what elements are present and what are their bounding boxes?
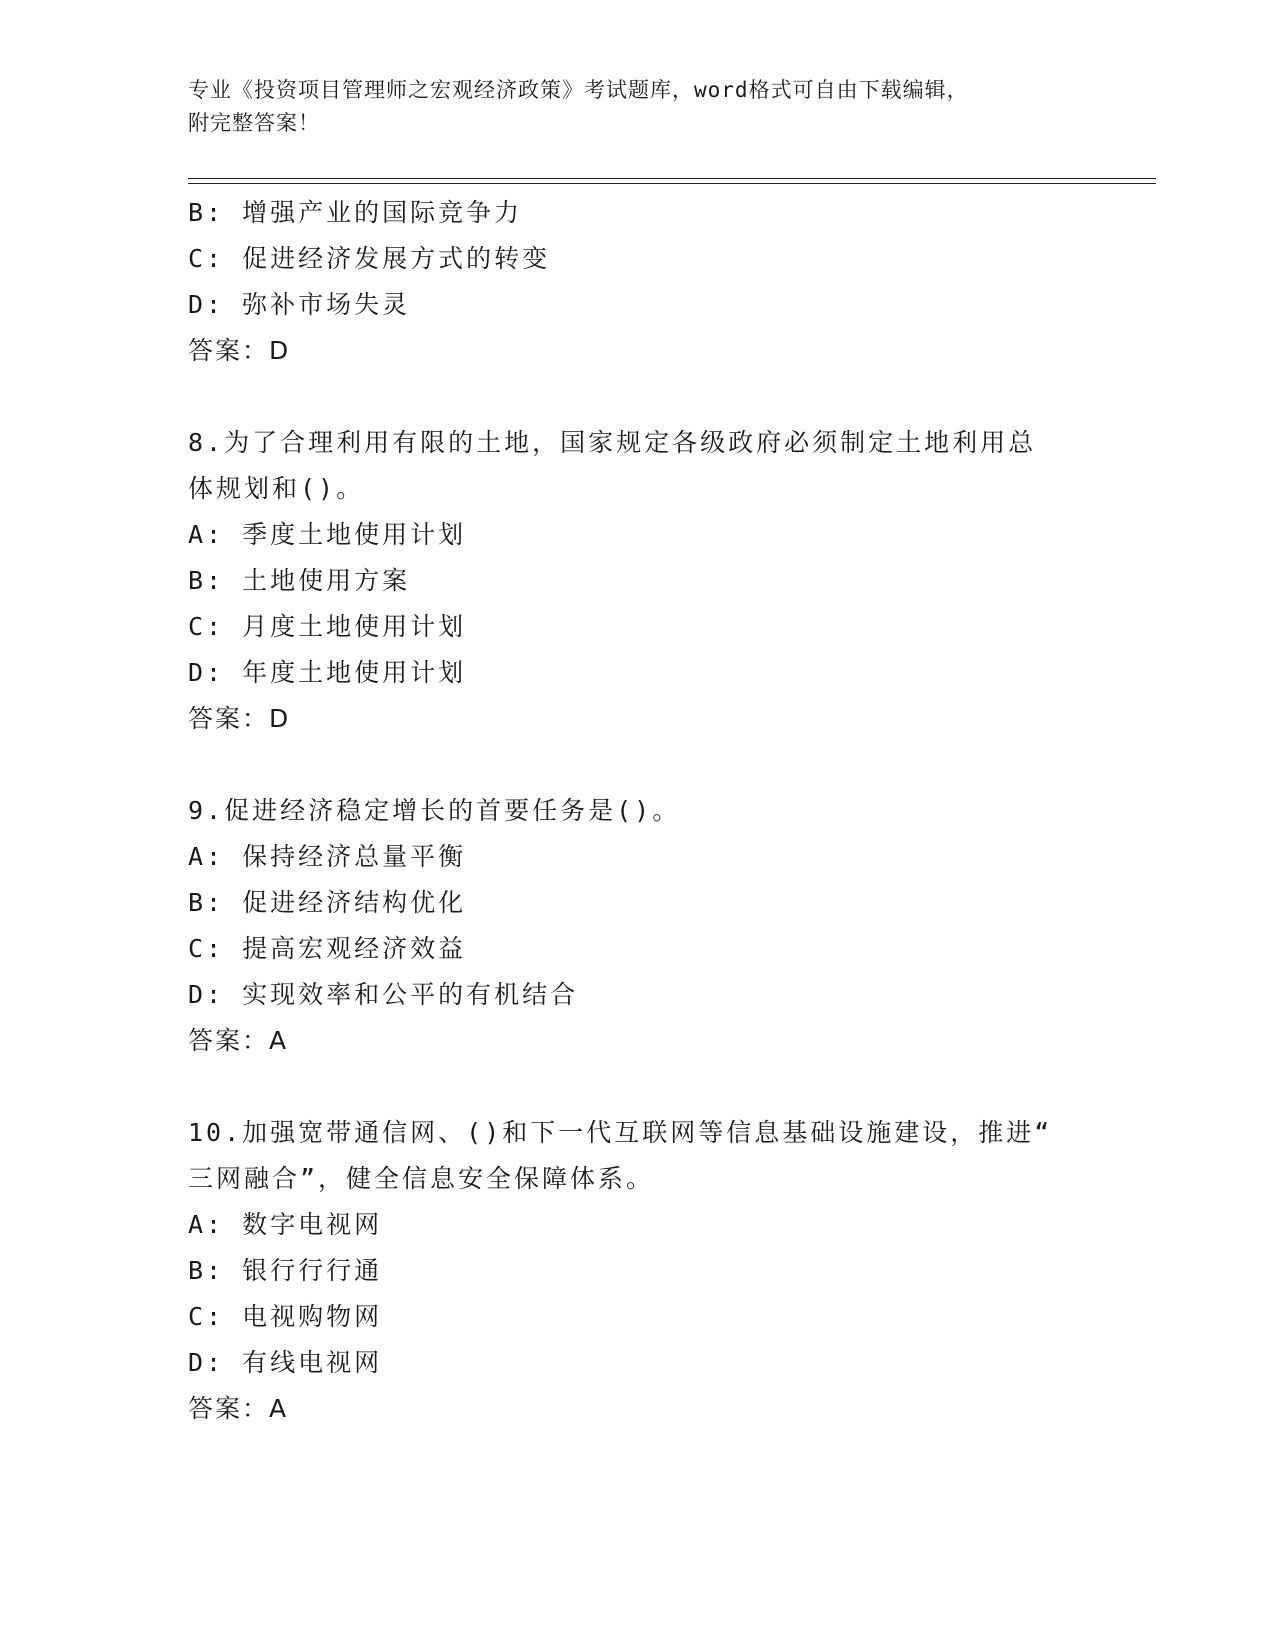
option-b: B: 土地使用方案	[188, 566, 411, 595]
question-stem-line-1: 9.促进经济稳定增长的首要任务是()。	[188, 796, 681, 825]
option-b: B: 促进经济结构优化	[188, 888, 467, 917]
header-divider-top	[188, 178, 1156, 179]
header-line-1: 专业《投资项目管理师之宏观经济政策》考试题库，word格式可自由下载编辑，	[188, 78, 969, 102]
option-a: A: 保持经济总量平衡	[188, 842, 467, 871]
option-a: A: 季度土地使用计划	[188, 520, 467, 549]
option-c: C: 促进经济发展方式的转变	[188, 244, 551, 273]
option-c: C: 月度土地使用计划	[188, 612, 467, 641]
answer-line: 答案：D	[188, 336, 291, 365]
option-d: D: 实现效率和公平的有机结合	[188, 980, 579, 1009]
option-a: A: 数字电视网	[188, 1210, 383, 1239]
question-spacer	[188, 742, 1088, 788]
option-d: D: 年度土地使用计划	[188, 658, 467, 687]
question-stem-line-2: 三网融合”，健全信息安全保障体系。	[188, 1164, 655, 1193]
option-b: B: 银行行行通	[188, 1256, 383, 1285]
document-header	[188, 74, 1088, 140]
question-stem-line-2: 体规划和()。	[188, 474, 365, 503]
question-spacer	[188, 374, 1088, 420]
header-divider-bottom	[188, 183, 1156, 184]
option-d: D: 有线电视网	[188, 1348, 383, 1377]
answer-line: 答案：D	[188, 704, 291, 733]
question-spacer	[188, 1064, 1088, 1110]
question-stem-line-1: 8.为了合理利用有限的土地，国家规定各级政府必须制定土地利用总	[188, 428, 1037, 457]
header-line-2: 附完整答案！	[188, 111, 320, 135]
answer-line: 答案：A	[188, 1394, 289, 1423]
question-10	[188, 1110, 1088, 1432]
option-b: B: 增强产业的国际竞争力	[188, 198, 523, 227]
option-c: C: 电视购物网	[188, 1302, 383, 1331]
question-9	[188, 788, 1088, 1064]
question-stem-line-1: 10.加强宽带通信网、()和下一代互联网等信息基础设施建设，推进“	[188, 1118, 1053, 1147]
question-list	[188, 190, 1088, 1432]
question-7-continued	[188, 190, 1088, 374]
option-c: C: 提高宏观经济效益	[188, 934, 467, 963]
option-d: D: 弥补市场失灵	[188, 290, 411, 319]
answer-line: 答案：A	[188, 1026, 289, 1055]
question-8	[188, 420, 1088, 742]
